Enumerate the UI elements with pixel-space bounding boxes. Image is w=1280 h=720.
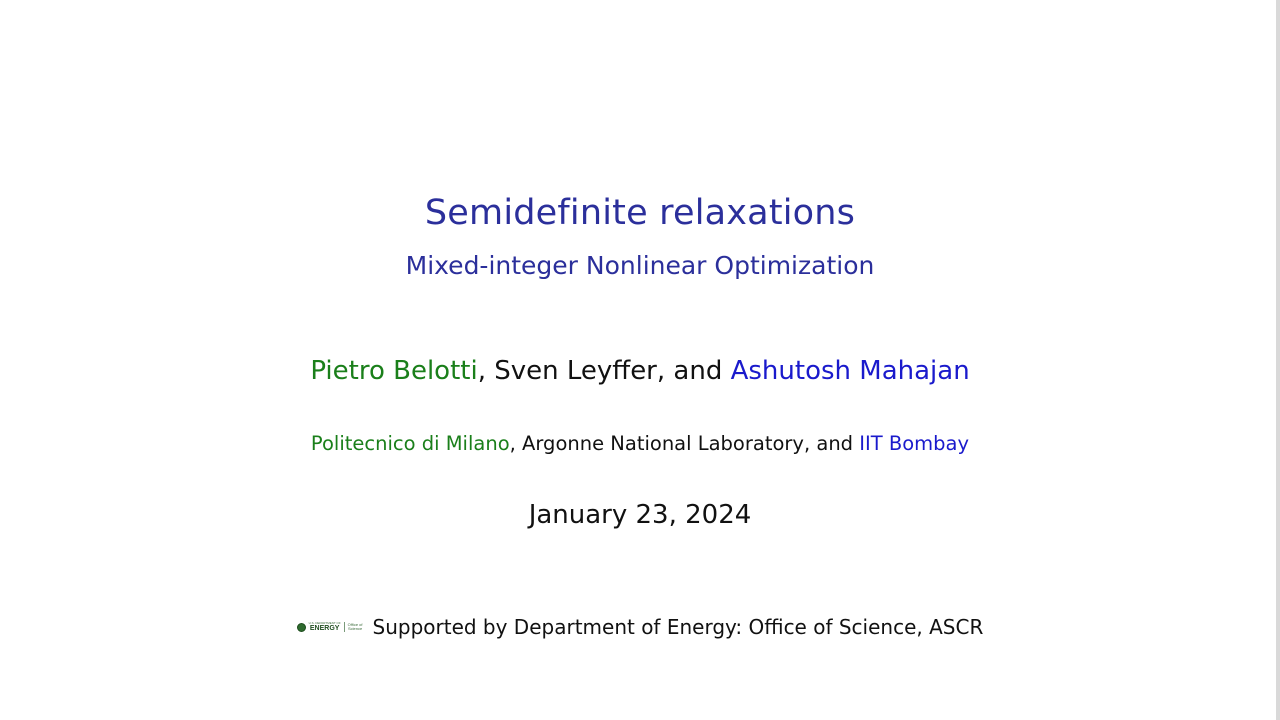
funding-acknowledgement <box>0 615 1280 639</box>
author-separator: , <box>477 356 495 386</box>
doe-wordmark: U.S. DEPARTMENT OF ENERGY <box>308 621 341 632</box>
presentation-date: January 23, 2024 <box>528 500 752 530</box>
affiliation-separator: , and <box>803 432 860 455</box>
slide-subtitle: Mixed-integer Nonlinear Optimization <box>405 251 875 280</box>
affiliation-list <box>0 432 1280 455</box>
affiliation-argonne: Argonne National Laboratory <box>522 432 804 455</box>
author-list <box>0 356 1280 386</box>
doe-logo <box>297 620 363 634</box>
slide-title: Semidefinite relaxations <box>424 193 856 233</box>
affiliation-polimi: Politecnico di Milano <box>310 432 510 455</box>
viewer-scrollbar[interactable] <box>1276 0 1280 720</box>
doe-seal-icon <box>297 623 306 632</box>
support-text: Supported by Department of Energy: Office of Science, ASCR <box>372 615 984 639</box>
affiliation-iitb: IIT Bombay <box>859 432 970 455</box>
doe-office-text: Office of Science <box>347 621 363 631</box>
author-separator: , and <box>656 356 731 386</box>
author-mahajan: Ashutosh Mahajan <box>730 356 970 386</box>
affiliation-separator: , <box>509 432 523 455</box>
logo-divider <box>344 622 345 632</box>
author-belotti: Pietro Belotti <box>310 356 478 386</box>
author-leyffer: Sven Leyffer <box>494 356 657 386</box>
